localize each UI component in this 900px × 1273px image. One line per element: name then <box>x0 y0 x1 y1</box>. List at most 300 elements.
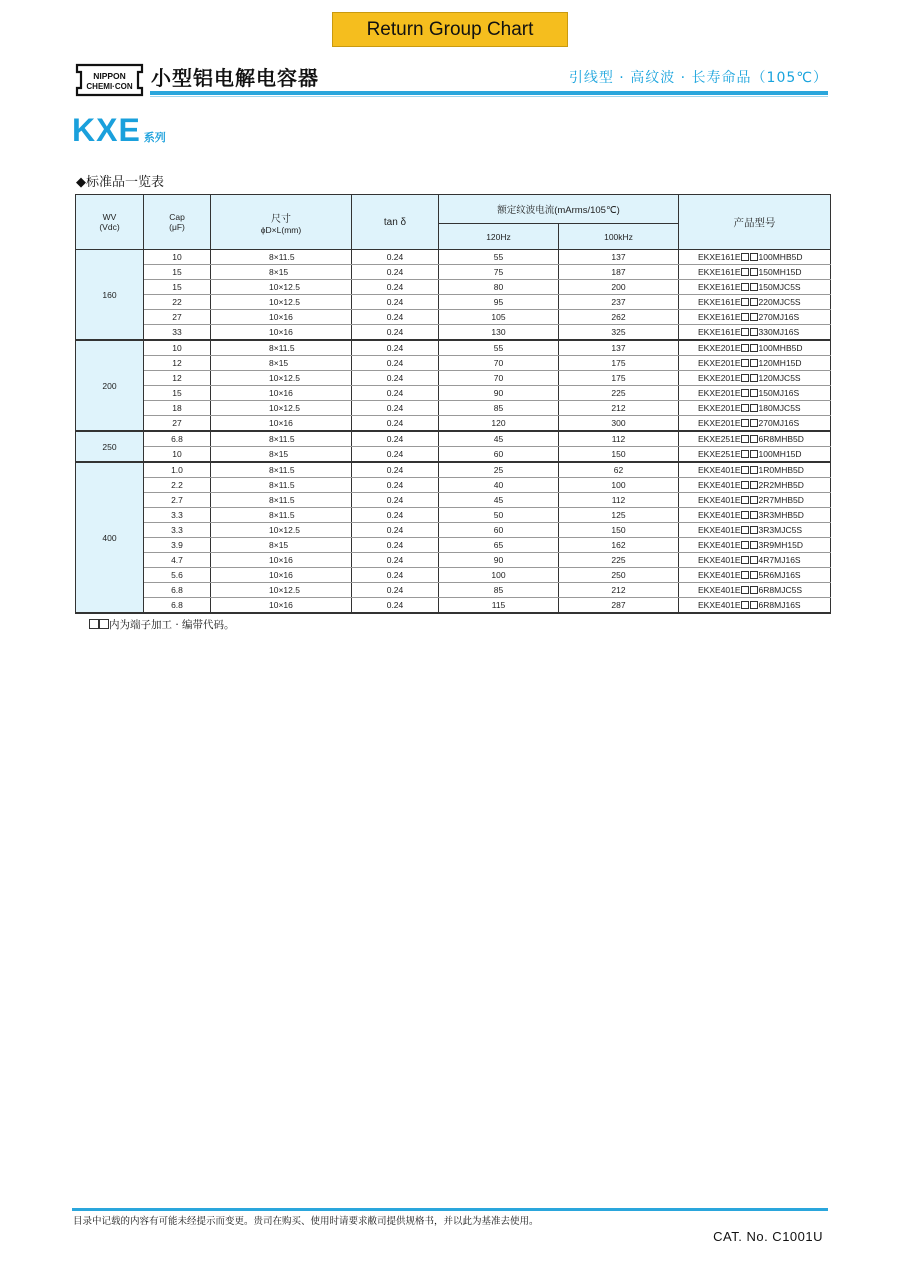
tan-cell: 0.24 <box>352 310 439 325</box>
ripple-120hz-cell: 90 <box>439 386 559 401</box>
ripple-100khz-cell: 150 <box>559 447 679 463</box>
ripple-100khz-cell: 175 <box>559 371 679 386</box>
ripple-100khz-cell: 175 <box>559 356 679 371</box>
ripple-100khz-cell: 112 <box>559 493 679 508</box>
part-number-suffix: 3R3MHB5D <box>758 510 804 520</box>
part-number-prefix: EKXE201E <box>698 358 741 368</box>
part-number-suffix: 3R3MJC5S <box>758 525 803 535</box>
part-number-prefix: EKXE251E <box>698 434 741 444</box>
ripple-100khz-cell: 137 <box>559 250 679 265</box>
header-wv <box>76 195 144 250</box>
ripple-100khz-cell: 100 <box>559 478 679 493</box>
placeholder-box-icon <box>750 344 758 352</box>
part-number-cell <box>679 356 831 371</box>
size-cell: 8×11.5 <box>211 340 352 356</box>
placeholder-box-icon <box>750 571 758 579</box>
part-number-prefix: EKXE161E <box>698 327 741 337</box>
part-number-suffix: 3R9MH15D <box>758 540 803 550</box>
ripple-120hz-cell: 100 <box>439 568 559 583</box>
table-row <box>76 447 831 463</box>
ripple-100khz-cell: 212 <box>559 583 679 598</box>
ripple-120hz-cell: 70 <box>439 371 559 386</box>
placeholder-box-icon <box>741 586 749 594</box>
tan-cell: 0.24 <box>352 250 439 265</box>
ripple-100khz-cell: 125 <box>559 508 679 523</box>
page-title: 小型铝电解电容器 <box>151 66 319 90</box>
ripple-100khz-cell: 325 <box>559 325 679 341</box>
ripple-100khz-cell: 200 <box>559 280 679 295</box>
part-number-cell <box>679 568 831 583</box>
part-number-prefix: EKXE201E <box>698 373 741 383</box>
cap-cell: 10 <box>144 340 211 356</box>
table-row <box>76 401 831 416</box>
tan-cell: 0.24 <box>352 295 439 310</box>
placeholder-box-icon <box>750 450 758 458</box>
placeholder-box-icon <box>741 435 749 443</box>
part-number-suffix: 4R7MJ16S <box>758 555 801 565</box>
cap-cell: 33 <box>144 325 211 341</box>
footer-disclaimer: 目录中记载的内容有可能未经提示而变更。贵司在购买、使用时请要求敝司提供规格书，并以此为基准去使用。 <box>73 1216 539 1227</box>
part-number-prefix: EKXE401E <box>698 525 741 535</box>
ripple-120hz-cell: 75 <box>439 265 559 280</box>
tan-cell: 0.24 <box>352 386 439 401</box>
table-row <box>76 310 831 325</box>
cap-cell: 2.2 <box>144 478 211 493</box>
ripple-100khz-cell: 250 <box>559 568 679 583</box>
placeholder-box-icon <box>99 619 109 629</box>
table-row <box>76 598 831 614</box>
table-row <box>76 371 831 386</box>
placeholder-box-icon <box>750 389 758 397</box>
size-cell: 10×16 <box>211 553 352 568</box>
cap-cell: 1.0 <box>144 462 211 478</box>
tan-cell: 0.24 <box>352 416 439 432</box>
tan-cell: 0.24 <box>352 325 439 341</box>
tan-cell: 0.24 <box>352 265 439 280</box>
ripple-120hz-cell: 55 <box>439 250 559 265</box>
header-size-unit: ϕD×L(mm) <box>260 224 302 235</box>
cap-cell: 10 <box>144 447 211 463</box>
ripple-120hz-cell: 25 <box>439 462 559 478</box>
cap-cell: 15 <box>144 280 211 295</box>
placeholder-box-icon <box>750 419 758 427</box>
placeholder-box-icon <box>750 481 758 489</box>
header-size-label: 尺寸 <box>271 213 291 225</box>
size-cell: 8×15 <box>211 447 352 463</box>
part-number-suffix: 100MHB5D <box>758 343 803 353</box>
part-number-cell <box>679 478 831 493</box>
placeholder-box-icon <box>750 556 758 564</box>
size-cell: 8×11.5 <box>211 431 352 447</box>
ripple-120hz-cell: 105 <box>439 310 559 325</box>
cap-cell: 18 <box>144 401 211 416</box>
size-cell: 10×16 <box>211 386 352 401</box>
size-cell: 8×11.5 <box>211 508 352 523</box>
placeholder-box-icon <box>89 619 99 629</box>
part-number-suffix: 330MJ16S <box>758 327 800 337</box>
cap-cell: 3.3 <box>144 523 211 538</box>
header-wv-unit: (Vdc) <box>99 222 120 232</box>
placeholder-box-icon <box>750 328 758 336</box>
header-wv-label: WV <box>102 212 117 222</box>
tan-cell: 0.24 <box>352 583 439 598</box>
part-number-prefix: EKXE161E <box>698 282 741 292</box>
table-row <box>76 523 831 538</box>
size-cell: 10×12.5 <box>211 523 352 538</box>
part-number-cell <box>679 583 831 598</box>
ripple-120hz-cell: 40 <box>439 478 559 493</box>
part-number-prefix: EKXE251E <box>698 449 741 459</box>
ripple-120hz-cell: 65 <box>439 538 559 553</box>
part-number-suffix: 270MJ16S <box>758 312 800 322</box>
part-number-cell <box>679 371 831 386</box>
table-row <box>76 265 831 280</box>
tan-cell: 0.24 <box>352 401 439 416</box>
catalog-number: CAT. No. C1001U <box>713 1229 823 1244</box>
part-number-suffix: 2R2MHB5D <box>758 480 804 490</box>
placeholder-box-icon <box>750 496 758 504</box>
ripple-120hz-cell: 90 <box>439 553 559 568</box>
placeholder-box-icon <box>750 313 758 321</box>
part-number-cell <box>679 462 831 478</box>
header-ripple-120hz: 120Hz <box>439 224 559 250</box>
part-number-suffix: 6R8MHB5D <box>758 434 804 444</box>
ripple-100khz-cell: 162 <box>559 538 679 553</box>
ripple-100khz-cell: 225 <box>559 553 679 568</box>
placeholder-box-icon <box>750 253 758 261</box>
ripple-100khz-cell: 287 <box>559 598 679 614</box>
table-row <box>76 356 831 371</box>
size-cell: 10×16 <box>211 568 352 583</box>
ripple-120hz-cell: 95 <box>439 295 559 310</box>
placeholder-box-icon <box>741 253 749 261</box>
placeholder-box-icon <box>741 466 749 474</box>
part-number-prefix: EKXE161E <box>698 252 741 262</box>
part-number-suffix: 120MH15D <box>758 358 802 368</box>
table-row <box>76 325 831 341</box>
placeholder-box-icon <box>741 511 749 519</box>
placeholder-box-icon <box>750 268 758 276</box>
ripple-100khz-cell: 300 <box>559 416 679 432</box>
ripple-100khz-cell: 237 <box>559 295 679 310</box>
part-number-suffix: 5R6MJ16S <box>758 570 801 580</box>
placeholder-box-icon <box>741 374 749 382</box>
size-cell: 10×16 <box>211 310 352 325</box>
table-row <box>76 583 831 598</box>
placeholder-box-icon <box>750 526 758 534</box>
cap-cell: 4.7 <box>144 553 211 568</box>
size-cell: 8×11.5 <box>211 250 352 265</box>
header-size <box>211 195 352 250</box>
size-cell: 10×16 <box>211 416 352 432</box>
ripple-100khz-cell: 62 <box>559 462 679 478</box>
svg-text:NIPPON: NIPPON <box>93 71 126 81</box>
size-cell: 10×12.5 <box>211 280 352 295</box>
part-number-suffix: 220MJC5S <box>758 297 801 307</box>
placeholder-box-icon <box>750 511 758 519</box>
part-number-suffix: 2R7MHB5D <box>758 495 804 505</box>
size-cell: 8×15 <box>211 538 352 553</box>
tan-cell: 0.24 <box>352 568 439 583</box>
header-tan: tan δ <box>352 195 439 250</box>
size-cell: 8×11.5 <box>211 478 352 493</box>
cap-cell: 6.8 <box>144 583 211 598</box>
part-number-suffix: 150MH15D <box>758 267 802 277</box>
ripple-100khz-cell: 212 <box>559 401 679 416</box>
placeholder-box-icon <box>741 556 749 564</box>
table-row <box>76 568 831 583</box>
tan-cell: 0.24 <box>352 447 439 463</box>
part-number-cell <box>679 538 831 553</box>
part-number-suffix: 180MJC5S <box>758 403 801 413</box>
part-number-suffix: 150MJC5S <box>758 282 801 292</box>
ripple-100khz-cell: 112 <box>559 431 679 447</box>
cap-cell: 3.9 <box>144 538 211 553</box>
ripple-120hz-cell: 60 <box>439 447 559 463</box>
ripple-120hz-cell: 60 <box>439 523 559 538</box>
part-number-suffix: 150MJ16S <box>758 388 800 398</box>
table-row <box>76 538 831 553</box>
wv-cell: 160 <box>76 250 144 341</box>
svg-text:CHEMI·CON: CHEMI·CON <box>86 82 133 91</box>
part-number-cell <box>679 508 831 523</box>
header-part-number: 产品型号 <box>679 195 831 250</box>
cap-cell: 12 <box>144 371 211 386</box>
return-group-chart-button[interactable]: Return Group Chart <box>332 12 568 47</box>
part-number-cell <box>679 295 831 310</box>
ripple-100khz-cell: 262 <box>559 310 679 325</box>
placeholder-box-icon <box>750 601 758 609</box>
ripple-120hz-cell: 45 <box>439 493 559 508</box>
header-ripple: 额定纹波电流(mArms/105℃) <box>439 195 679 224</box>
size-cell: 10×12.5 <box>211 371 352 386</box>
part-number-prefix: EKXE161E <box>698 267 741 277</box>
series-name: KXE <box>72 112 141 148</box>
placeholder-box-icon <box>741 389 749 397</box>
ripple-100khz-cell: 137 <box>559 340 679 356</box>
part-number-prefix: EKXE401E <box>698 555 741 565</box>
tan-cell: 0.24 <box>352 356 439 371</box>
ripple-120hz-cell: 45 <box>439 431 559 447</box>
part-number-cell <box>679 598 831 614</box>
placeholder-box-icon <box>750 435 758 443</box>
footer-divider <box>72 1208 828 1211</box>
ripple-100khz-cell: 225 <box>559 386 679 401</box>
part-number-prefix: EKXE161E <box>698 297 741 307</box>
placeholder-box-icon <box>750 283 758 291</box>
table-row <box>76 295 831 310</box>
placeholder-box-icon <box>750 466 758 474</box>
part-number-cell <box>679 493 831 508</box>
table-row <box>76 493 831 508</box>
part-number-suffix: 270MJ16S <box>758 418 800 428</box>
part-number-prefix: EKXE401E <box>698 600 741 610</box>
ripple-120hz-cell: 80 <box>439 280 559 295</box>
size-cell: 10×12.5 <box>211 583 352 598</box>
part-number-cell <box>679 265 831 280</box>
tan-cell: 0.24 <box>352 538 439 553</box>
part-number-cell <box>679 431 831 447</box>
tan-cell: 0.24 <box>352 280 439 295</box>
cap-cell: 6.8 <box>144 598 211 614</box>
part-number-cell <box>679 340 831 356</box>
placeholder-box-icon <box>750 298 758 306</box>
section-title: ◆标准品一览表 <box>76 175 164 190</box>
header-cap-label: Cap <box>169 212 185 222</box>
placeholder-box-icon <box>741 359 749 367</box>
size-cell: 8×15 <box>211 265 352 280</box>
note-text: 内为端子加工 · 编带代码。 <box>109 619 235 631</box>
part-number-prefix: EKXE201E <box>698 388 741 398</box>
table-row <box>76 250 831 265</box>
table-row <box>76 340 831 356</box>
size-cell: 8×11.5 <box>211 493 352 508</box>
table-row <box>76 386 831 401</box>
size-cell: 10×16 <box>211 325 352 341</box>
table-row <box>76 508 831 523</box>
part-number-prefix: EKXE401E <box>698 585 741 595</box>
series-heading <box>72 112 166 149</box>
placeholder-box-icon <box>741 283 749 291</box>
part-number-prefix: EKXE201E <box>698 403 741 413</box>
part-number-cell <box>679 447 831 463</box>
header-cap <box>144 195 211 250</box>
table-row <box>76 280 831 295</box>
table-row <box>76 431 831 447</box>
standard-products-table <box>75 194 830 614</box>
wv-cell: 400 <box>76 462 144 613</box>
part-number-suffix: 120MJC5S <box>758 373 801 383</box>
part-number-prefix: EKXE161E <box>698 312 741 322</box>
part-number-suffix: 100MH15D <box>758 449 802 459</box>
cap-cell: 10 <box>144 250 211 265</box>
placeholder-box-icon <box>741 450 749 458</box>
part-number-cell <box>679 401 831 416</box>
wv-cell: 250 <box>76 431 144 462</box>
part-number-suffix: 100MHB5D <box>758 252 803 262</box>
cap-cell: 27 <box>144 310 211 325</box>
nippon-chemi-con-logo <box>74 63 145 97</box>
table-row <box>76 553 831 568</box>
cap-cell: 5.6 <box>144 568 211 583</box>
placeholder-box-icon <box>741 268 749 276</box>
placeholder-box-icon <box>750 359 758 367</box>
placeholder-box-icon <box>750 541 758 549</box>
part-number-prefix: EKXE201E <box>698 418 741 428</box>
table-row <box>76 462 831 478</box>
size-cell: 10×12.5 <box>211 401 352 416</box>
ripple-120hz-cell: 70 <box>439 356 559 371</box>
part-number-suffix: 6R8MJC5S <box>758 585 803 595</box>
placeholder-box-icon <box>741 298 749 306</box>
part-number-cell <box>679 325 831 341</box>
cap-cell: 22 <box>144 295 211 310</box>
wv-cell: 200 <box>76 340 144 431</box>
placeholder-box-icon <box>750 374 758 382</box>
cap-cell: 12 <box>144 356 211 371</box>
size-cell: 10×12.5 <box>211 295 352 310</box>
ripple-100khz-cell: 187 <box>559 265 679 280</box>
terminal-code-note <box>89 617 235 632</box>
tan-cell: 0.24 <box>352 598 439 614</box>
table-row <box>76 478 831 493</box>
placeholder-box-icon <box>741 541 749 549</box>
placeholder-box-icon <box>741 526 749 534</box>
cap-cell: 2.7 <box>144 493 211 508</box>
cap-cell: 3.3 <box>144 508 211 523</box>
tan-cell: 0.24 <box>352 523 439 538</box>
tan-cell: 0.24 <box>352 371 439 386</box>
series-suffix: 系列 <box>143 131 166 144</box>
ripple-120hz-cell: 85 <box>439 583 559 598</box>
placeholder-box-icon <box>741 313 749 321</box>
ripple-120hz-cell: 50 <box>439 508 559 523</box>
table-row <box>76 416 831 432</box>
cap-cell: 6.8 <box>144 431 211 447</box>
ripple-100khz-cell: 150 <box>559 523 679 538</box>
ripple-120hz-cell: 120 <box>439 416 559 432</box>
part-number-cell <box>679 523 831 538</box>
page-subtitle: 引线型 · 高纹波 · 长寿命品（105℃） <box>568 70 828 86</box>
header-divider <box>150 91 828 95</box>
header-cap-unit: (μF) <box>169 222 185 232</box>
part-number-suffix: 1R0MHB5D <box>758 465 804 475</box>
part-number-suffix: 6R8MJ16S <box>758 600 801 610</box>
part-number-prefix: EKXE401E <box>698 570 741 580</box>
cap-cell: 15 <box>144 265 211 280</box>
size-cell: 8×11.5 <box>211 462 352 478</box>
part-number-cell <box>679 386 831 401</box>
part-number-prefix: EKXE401E <box>698 510 741 520</box>
placeholder-box-icon <box>741 571 749 579</box>
placeholder-box-icon <box>741 419 749 427</box>
tan-cell: 0.24 <box>352 478 439 493</box>
part-number-prefix: EKXE401E <box>698 540 741 550</box>
part-number-prefix: EKXE401E <box>698 465 741 475</box>
ripple-120hz-cell: 115 <box>439 598 559 614</box>
header-ripple-100khz: 100kHz <box>559 224 679 250</box>
placeholder-box-icon <box>741 404 749 412</box>
tan-cell: 0.24 <box>352 431 439 447</box>
tan-cell: 0.24 <box>352 493 439 508</box>
ripple-120hz-cell: 55 <box>439 340 559 356</box>
tan-cell: 0.24 <box>352 508 439 523</box>
size-cell: 8×15 <box>211 356 352 371</box>
placeholder-box-icon <box>741 601 749 609</box>
part-number-cell <box>679 416 831 432</box>
part-number-cell <box>679 250 831 265</box>
placeholder-box-icon <box>741 496 749 504</box>
tan-cell: 0.24 <box>352 553 439 568</box>
part-number-prefix: EKXE401E <box>698 495 741 505</box>
cap-cell: 15 <box>144 386 211 401</box>
part-number-prefix: EKXE401E <box>698 480 741 490</box>
ripple-120hz-cell: 130 <box>439 325 559 341</box>
ripple-120hz-cell: 85 <box>439 401 559 416</box>
cap-cell: 27 <box>144 416 211 432</box>
size-cell: 10×16 <box>211 598 352 614</box>
tan-cell: 0.24 <box>352 340 439 356</box>
part-number-cell <box>679 310 831 325</box>
part-number-prefix: EKXE201E <box>698 343 741 353</box>
placeholder-box-icon <box>750 404 758 412</box>
placeholder-box-icon <box>741 328 749 336</box>
placeholder-box-icon <box>741 344 749 352</box>
tan-cell: 0.24 <box>352 462 439 478</box>
placeholder-box-icon <box>741 481 749 489</box>
part-number-cell <box>679 553 831 568</box>
placeholder-box-icon <box>750 586 758 594</box>
